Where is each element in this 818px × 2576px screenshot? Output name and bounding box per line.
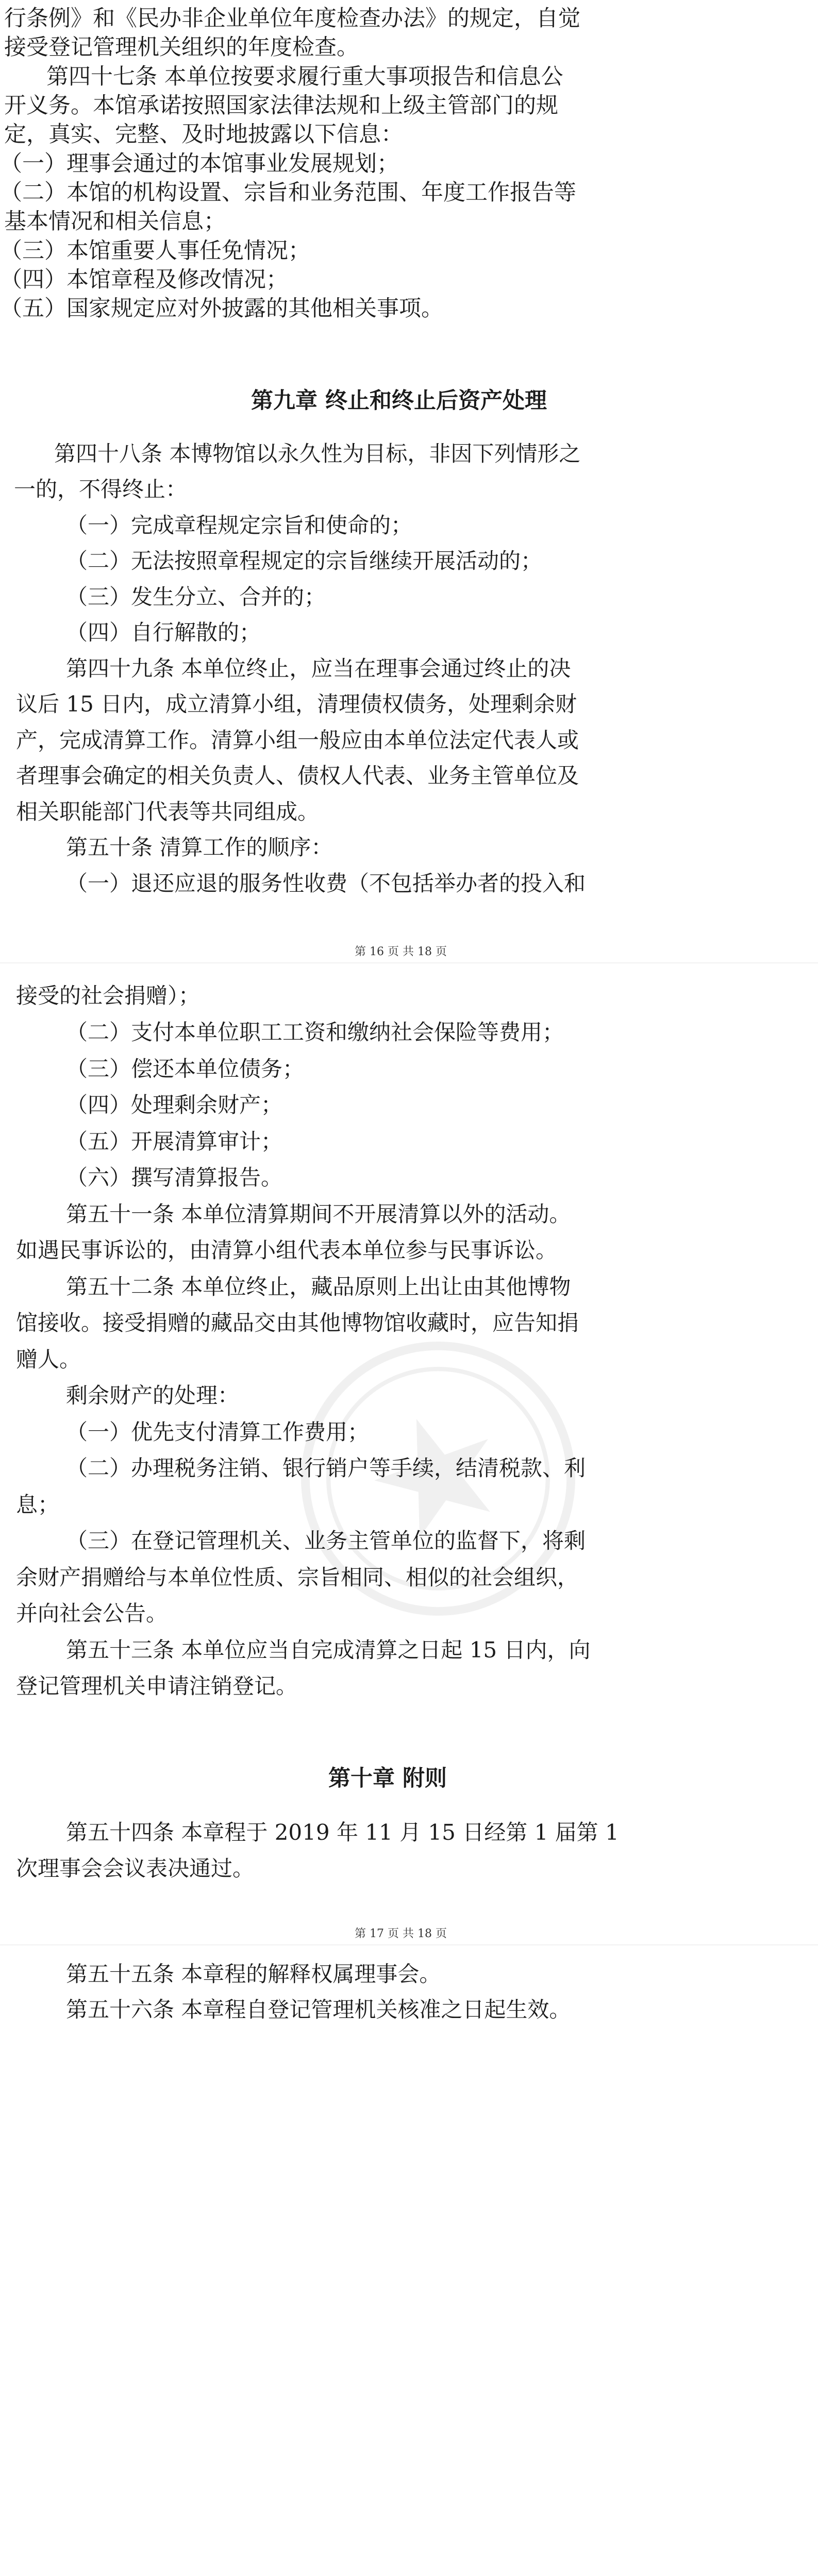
list-item: （二）办理税务注销、银行销户等手续，结清税款、利: [66, 1455, 586, 1481]
list-item: （三）偿还本单位债务；: [66, 1056, 305, 1081]
list-item: （五）开展清算审计；: [66, 1129, 283, 1154]
article-51-line: 第五十一条 本单位清算期间不开展清算以外的活动。: [66, 1201, 571, 1227]
body-line: 登记管理机关申请注销登记。: [16, 1673, 298, 1699]
list-item: （三）发生分立、合并的；: [66, 584, 326, 609]
list-item: （一）理事会通过的本馆事业发展规划；: [0, 151, 399, 177]
body-line: 余财产捐赠给与本单位性质、宗旨相同、相似的社会组织，: [16, 1565, 579, 1590]
body-line: 相关职能部门代表等共同组成。: [16, 799, 320, 824]
list-item: （三）本馆重要人事任免情况；: [0, 238, 310, 264]
body-line: 次理事会会议表决通过。: [16, 1856, 255, 1881]
article-48-line: 第四十八条 本博物馆以永久性为目标，非因下列情形之: [54, 441, 581, 466]
list-item: （一）完成章程规定宗旨和使命的；: [66, 513, 413, 538]
body-line: 并向社会公告。: [16, 1601, 168, 1626]
body-line: 议后 15 日内，成立清算小组，清理债权债务，处理剩余财: [16, 691, 577, 717]
body-line: 一的，不得终止：: [14, 477, 188, 502]
article-53-line: 第五十三条 本单位应当自完成清算之日起 15 日内，向: [66, 1637, 591, 1663]
body-line: 接受登记管理机关组织的年度检查。: [4, 35, 359, 60]
body-line: 基本情况和相关信息；: [4, 209, 226, 234]
body-line: 如遇民事诉讼的，由清算小组代表本单位参与民事诉讼。: [16, 1238, 558, 1263]
article-47-line: 第四十七条 本单位按要求履行重大事项报告和信息公: [46, 64, 563, 90]
body-line: 定，真实、完整、及时地披露以下信息：: [4, 122, 403, 147]
list-item: （三）在登记管理机关、业务主管单位的监督下，将剩: [66, 1528, 586, 1553]
body-line: 接受的社会捐赠）；: [16, 983, 201, 1008]
chapter-9-heading: 第九章 终止和终止后资产处理: [251, 388, 547, 414]
page-divider: [0, 962, 818, 963]
list-item: （四）处理剩余财产；: [66, 1092, 283, 1117]
article-49-line: 第四十九条 本单位终止，应当在理事会通过终止的决: [66, 656, 571, 681]
article-52-line: 第五十二条 本单位终止，藏品原则上出让由其他博物: [66, 1274, 571, 1299]
chapter-10-heading: 第十章 附则: [328, 1766, 447, 1791]
body-line: 赠人。: [16, 1347, 81, 1372]
body-line: 馆接收。接受捐赠的藏品交由其他博物馆收藏时，应告知捐: [16, 1310, 579, 1335]
list-item: （四）本馆章程及修改情况；: [0, 267, 288, 293]
page-divider: [0, 1944, 818, 1945]
body-line: 行条例》和《民办非企业单位年度检查办法》的规定，自觉: [4, 6, 580, 31]
body-line: 息；: [16, 1492, 60, 1517]
list-item: （一）优先支付清算工作费用；: [66, 1419, 370, 1445]
article-54-line: 第五十四条 本章程于 2019 年 11 月 15 日经第 1 届第 1: [66, 1820, 619, 1845]
body-line: 剩余财产的处理：: [66, 1383, 240, 1408]
page-number-16: 第 16 页 共 18 页: [355, 945, 447, 958]
list-item: （五）国家规定应对外披露的其他相关事项。: [0, 296, 443, 321]
body-line: 开义务。本馆承诺按照国家法律法规和上级主管部门的规: [4, 93, 558, 118]
page-number-17: 第 17 页 共 18 页: [355, 1927, 447, 1940]
list-item: （二）支付本单位职工工资和缴纳社会保险等费用；: [66, 1020, 564, 1045]
article-56-line: 第五十六条 本章程自登记管理机关核准之日起生效。: [66, 1997, 571, 2022]
list-item: （一）退还应退的服务性收费（不包括举办者的投入和: [66, 871, 586, 896]
list-item: （二）本馆的机构设置、宗旨和业务范围、年度工作报告等: [0, 180, 576, 206]
article-55-line: 第五十五条 本章程的解释权属理事会。: [66, 1961, 441, 1987]
list-item: （二）无法按照章程规定的宗旨继续开展活动的；: [66, 548, 543, 573]
body-line: 者理事会确定的相关负责人、债权人代表、业务主管单位及: [16, 763, 579, 788]
list-item: （六）撰写清算报告。: [66, 1165, 283, 1190]
list-item: （四）自行解散的；: [66, 620, 261, 645]
article-50-line: 第五十条 清算工作的顺序：: [66, 835, 333, 860]
body-line: 产，完成清算工作。清算小组一般应由本单位法定代表人或: [16, 727, 579, 753]
